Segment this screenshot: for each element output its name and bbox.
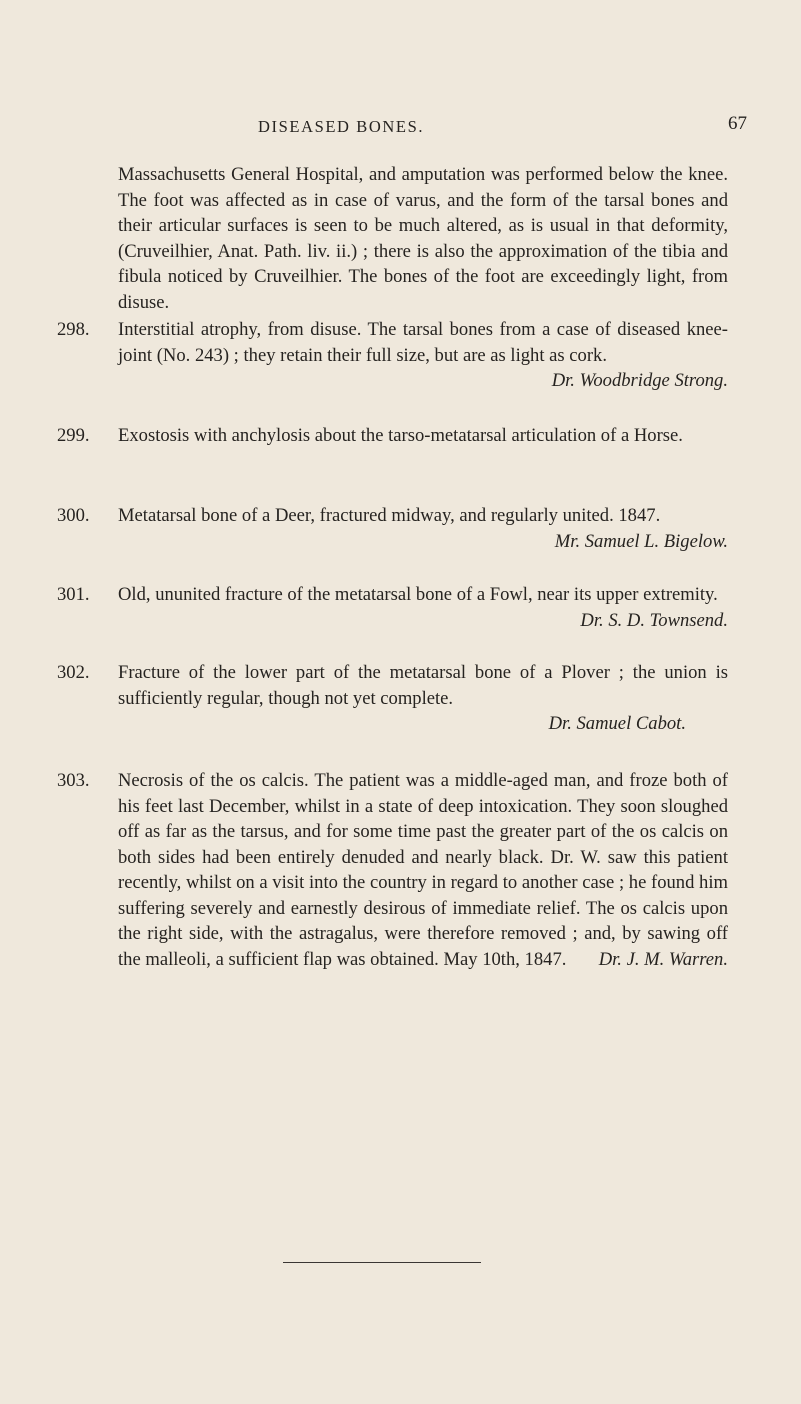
running-title: DISEASED BONES.	[258, 117, 425, 136]
entry-description: Interstitial atrophy, from disuse. The tarsal bones from a case of diseased knee-joint (No. 243) ; they retain their full size, but are as light as cork.	[118, 319, 728, 366]
entry-description: Old, ununited fracture of the metatarsal bone of a Fowl, near its upper extremity.	[118, 584, 718, 605]
entry-text	[118, 317, 728, 391]
entry-attribution: Dr. Samuel Cabot.	[548, 713, 686, 734]
catalogue-entry-301	[57, 582, 728, 633]
entry-description: Metatarsal bone of a Deer, fractured midway, and regularly united. 1847.	[118, 505, 661, 526]
entry-attribution: Mr. Samuel L. Bigelow.	[554, 530, 728, 552]
page-number: 67	[728, 113, 747, 134]
catalogue-entry-299	[57, 423, 728, 449]
closing-rule	[283, 1262, 481, 1263]
entry-attribution: Dr. Woodbridge Strong.	[551, 370, 728, 391]
entry-number: 300.	[57, 505, 90, 526]
entry-text	[118, 503, 728, 552]
entry-description: Fracture of the lower part of the metatarsal bone of a Plover ; the union is sufficiently regular, though not yet complete.	[118, 662, 728, 709]
entry-number: 299.	[57, 425, 90, 446]
entry-text	[118, 582, 728, 631]
entry-text	[118, 768, 728, 972]
entry-description: Exostosis with anchylosis about the tarso-metatarsal articulation of a Horse.	[118, 425, 683, 446]
continued-paragraph: Massachusetts General Hospital, and amputation was performed below the knee. The foot was affected as in case of varus, and the form of the tarsal bones and their articular surfaces is seen to be much altered, as is usual in that deformity, (Cruveilhier, Anat. Path. liv. ii.) ; there is also the approximation of the tibia and fibula noticed by Cruveilhier. The bones of the foot are exceedingly light, from disuse.	[118, 164, 728, 313]
entry-number: 301.	[57, 584, 90, 605]
catalogue-entry-298	[57, 317, 728, 394]
catalogue-entry-303	[57, 768, 728, 972]
entry-number: 302.	[57, 662, 90, 683]
entry-attribution: Dr. J. M. Warren.	[598, 948, 728, 970]
entry-attribution: Dr. S. D. Townsend.	[580, 609, 728, 631]
entry-number: 303.	[57, 770, 90, 791]
entry-number: 298.	[57, 319, 90, 340]
entry-text	[118, 660, 728, 737]
entry-description: Necrosis of the os calcis. The patient was a middle-aged man, and froze both of his feet last December, whilst in a state of deep intoxication. They soon sloughed off as far as the tarsus, and for some time past the greater part of the os calcis on both sides had been entirely denuded and nearly black. Dr. W. saw this patient recently, whilst on a visit into the country in regard to another case ; he found him suffering severely and earnestly desirous of immediate relief. The os calcis upon the right side, with the astragalus, were therefore removed ; and, by sawing off the malleoli, a sufficient flap was obtained. May 10th, 1847.	[118, 770, 728, 970]
catalogue-entry-302	[57, 660, 728, 737]
entry-text	[118, 423, 728, 449]
catalogue-entry-300	[57, 503, 728, 554]
